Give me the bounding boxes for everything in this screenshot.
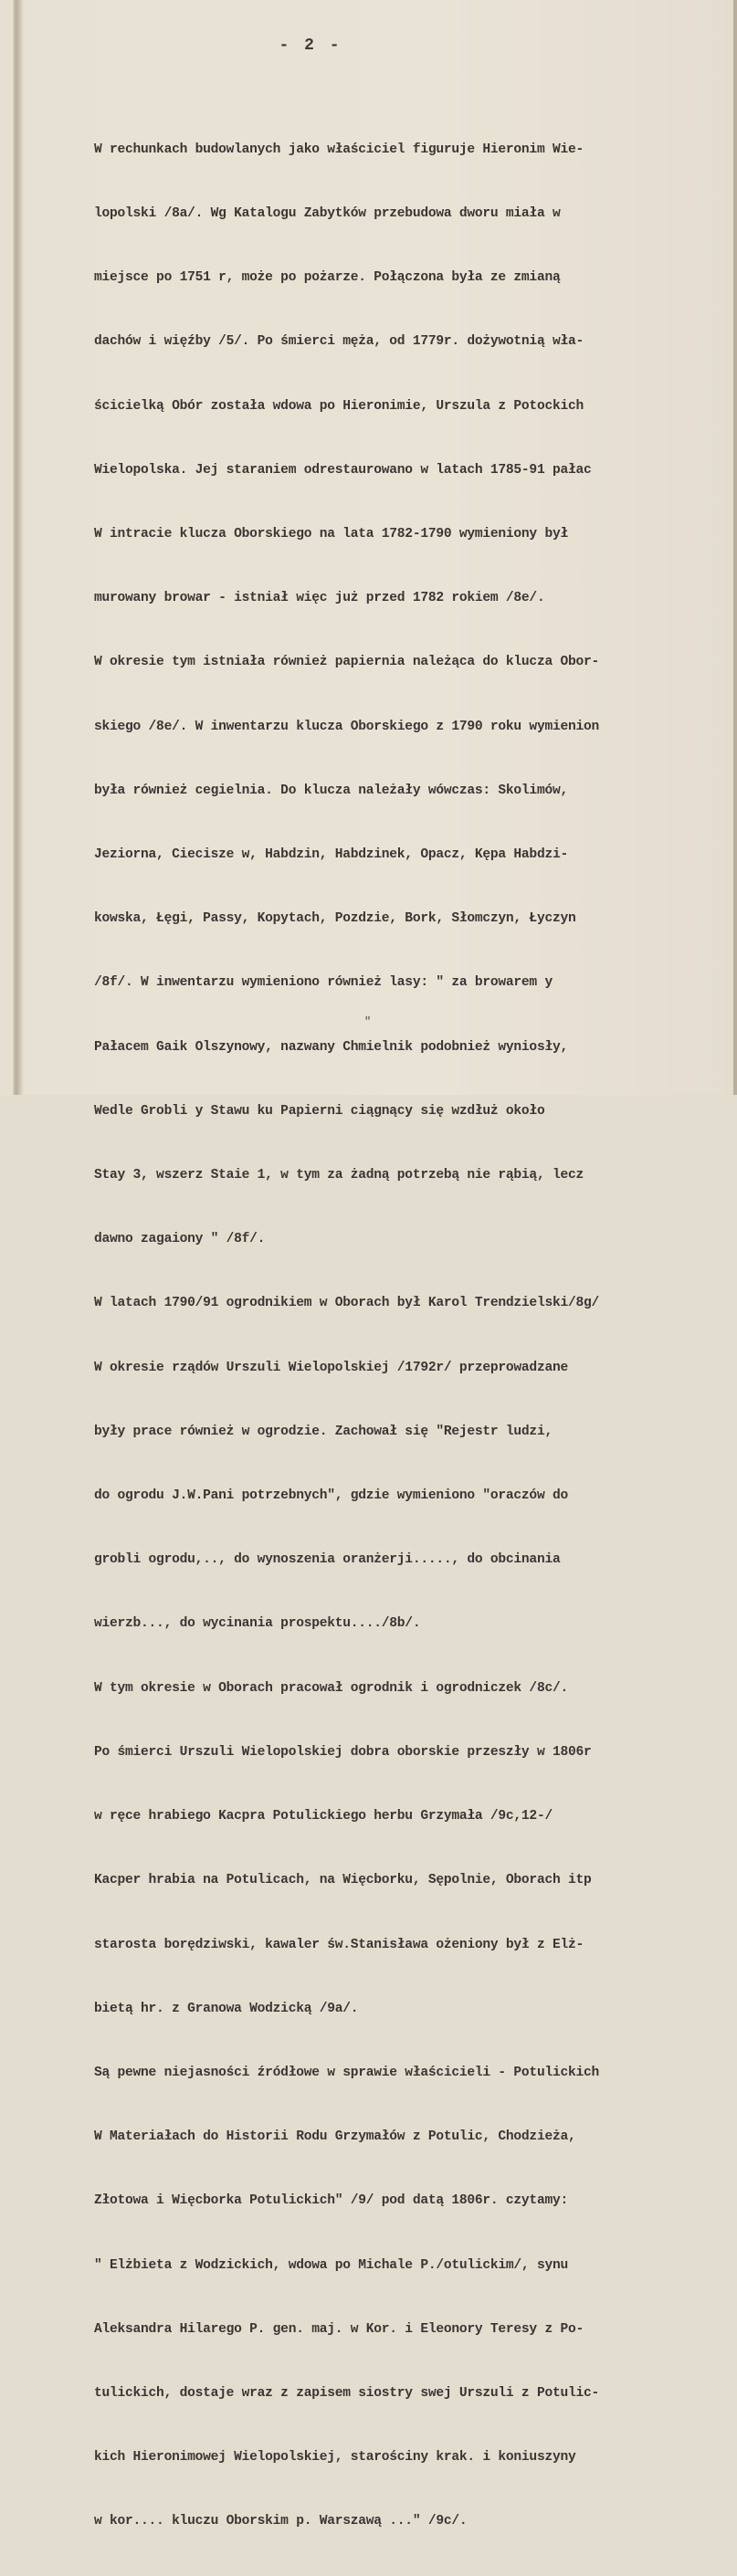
text-line: Kacper hrabia na Potulicach, na Więcborku, Sępolnie, Oborach itp: [94, 1873, 592, 1888]
text-line: Złotowa i Więcborka Potulickich" /9/ pod datą 1806r. czytamy:: [94, 2193, 568, 2209]
text-line: wierzb..., do wycinania prospektu..../8b/.: [94, 1616, 421, 1632]
text-line: lopolski /8a/. Wg Katalogu Zabytków przebudowa dworu miała w: [94, 206, 561, 222]
text-line: W intracie klucza Oborskiego na lata 1782-1790 wymieniony był: [94, 527, 568, 542]
page-number: - 2 -: [279, 37, 342, 55]
text-line: Wedle Grobli y Stawu ku Papierni ciągnący się wzdłuż około: [94, 1103, 545, 1119]
text-line: była również cegielnia. Do klucza należały wówczas: Skolimów,: [94, 783, 568, 798]
text-line: murowany browar - istniał więc już przed 1782 rokiem /8e/.: [94, 591, 545, 606]
text-line: Wielopolska. Jej staraniem odrestaurowano w latach 1785-91 pałac: [94, 462, 592, 478]
text-line: starosta borędziwski, kawaler św.Stanisława ożeniony był z Elż-: [94, 1937, 584, 1952]
text-line: skiego /8e/. W inwentarzu klucza Oborskiego z 1790 roku wymienion: [94, 719, 599, 734]
text-line: Po śmierci Urszuli Wielopolskiej dobra oborskie przeszły w 1806r: [94, 1744, 592, 1760]
text-line: bietą hr. z Granowa Wodzicką /9a/.: [94, 2001, 359, 2016]
text-line: kich Hieronimowej Wielopolskiej, starościny krak. i koniuszyny: [94, 2450, 576, 2466]
text-line: do ogrodu J.W.Pani potrzebnych", gdzie wymieniono "oraczów do: [94, 1488, 568, 1504]
text-line: /8f/. W inwentarzu wymieniono również lasy: " za browarem y: [94, 975, 553, 991]
text-line: grobli ogrodu,.., do wynoszenia oranżerji....., do obcinania: [94, 1552, 561, 1568]
text-line: były prace również w ogrodzie. Zachował się "Rejestr ludzi,: [94, 1424, 553, 1439]
footer-mark: ": [364, 1015, 372, 1028]
text-line: " Elżbieta z Wodzickich, wdowa po Michale P./otulickim/, synu: [94, 2257, 568, 2273]
text-line: W okresie rządów Urszuli Wielopolskiej /1792r/ przeprowadzane: [94, 1360, 568, 1375]
typewritten-body: [94, 97, 733, 2576]
text-line: w ręce hrabiego Kacpra Potulickiego herbu Grzymała /9c,12-/: [94, 1809, 553, 1824]
text-line: W rechunkach budowlanych jako właściciel figuruje Hieronim Wie-: [94, 142, 584, 157]
text-line: Pałacem Gaik Olszynowy, nazwany Chmielnik podobnież wyniosły,: [94, 1039, 568, 1055]
text-line: W Materiałach do Historii Rodu Grzymałów z Potulic, Chodzieża,: [94, 2129, 576, 2145]
page-edge: [733, 0, 737, 1095]
text-line: ścicielką Obór została wdowa po Hieronimie, Urszula z Potockich: [94, 398, 584, 414]
text-line: W tym okresie w Oborach pracował ogrodnik i ogrodniczek /8c/.: [94, 1680, 568, 1696]
text-line: dawno zagaiony " /8f/.: [94, 1232, 266, 1247]
text-line: dachów i więźby /5/. Po śmierci męża, od 1779r. dożywotnią wła-: [94, 334, 584, 350]
text-line: W latach 1790/91 ogrodnikiem w Oborach był Karol Trendzielski/8g/: [94, 1296, 599, 1311]
text-line: w kor.... kluczu Oborskim p. Warszawą ..." /9c/.: [94, 2514, 468, 2529]
text-line: tulickich, dostaje wraz z zapisem siostry swej Urszuli z Potulic-: [94, 2385, 599, 2401]
text-line: kowska, Łęgi, Passy, Kopytach, Pozdzie, Bork, Słomczyn, Łyczyn: [94, 911, 576, 927]
text-line: Jeziorna, Ciecisze w, Habdzin, Habdzinek, Opacz, Kępa Habdzi-: [94, 847, 568, 863]
text-line: Stay 3, wszerz Staie 1, w tym za żadną potrzebą nie rąbią, lecz: [94, 1168, 584, 1183]
text-line: W okresie tym istniała również papiernia należąca do klucza Obor-: [94, 655, 599, 670]
text-line: Są pewne niejasności źródłowe w sprawie właścicieli - Potulickich: [94, 2065, 599, 2080]
text-line: miejsce po 1751 r, może po pożarze. Połączona była ze zmianą: [94, 270, 561, 286]
text-line: Aleksandra Hilarego P. gen. maj. w Kor. i Eleonory Teresy z Po-: [94, 2321, 584, 2337]
